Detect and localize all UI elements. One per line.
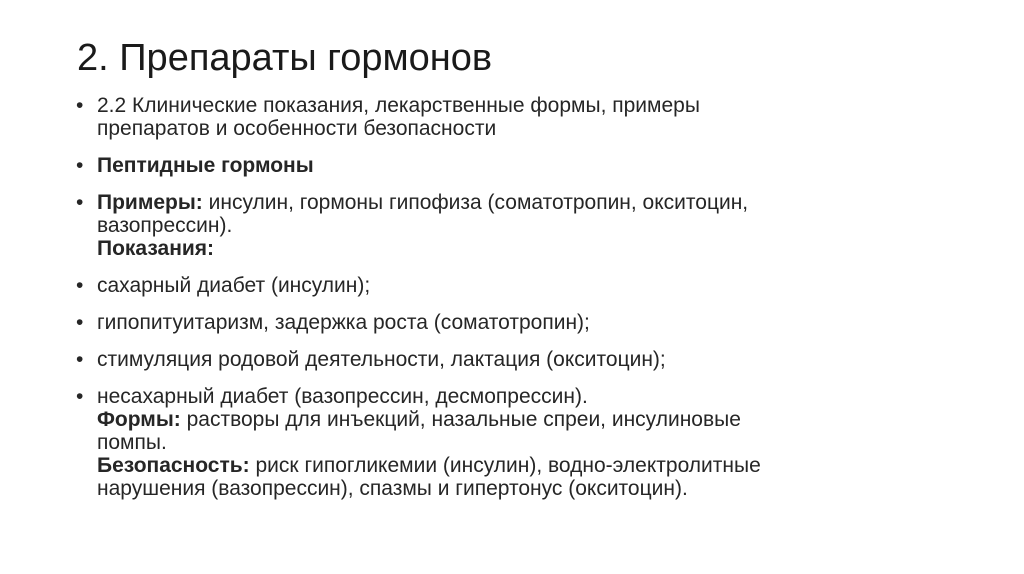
bullet-line [97, 191, 956, 214]
bullet-line [97, 274, 956, 297]
bullet-item [76, 94, 956, 140]
bullet-line [97, 454, 956, 477]
bullet-line [97, 237, 956, 260]
line-text: инсулин, гормоны гипофиза (соматотропин, окситоцин, [202, 191, 749, 214]
bullet-line [97, 311, 956, 334]
bullet-line [97, 431, 956, 454]
bold-label: Примеры: [97, 191, 203, 214]
bullet-item [76, 274, 956, 297]
line-text: помпы. [97, 431, 167, 454]
slide-title: 2. Препараты гормонов [77, 37, 493, 79]
line-text: препаратов и особенности безопасности [97, 117, 497, 140]
bullet-line [97, 348, 956, 371]
bullet-line [97, 477, 956, 500]
bullet-item [76, 348, 956, 371]
bullet-list [76, 94, 956, 514]
line-text: стимуляция родовой деятельности, лактация (окситоцин); [97, 348, 666, 371]
bullet-dot: • [76, 385, 84, 408]
bullet-line [97, 408, 956, 431]
bold-label: Безопасность: [97, 454, 250, 477]
line-text: сахарный диабет (инсулин); [97, 274, 371, 297]
bullet-line [97, 154, 956, 177]
bullet-line [97, 94, 956, 117]
bold-label: Показания: [97, 237, 215, 260]
bullet-line [97, 117, 956, 140]
line-text: риск гипогликемии (инсулин), водно-электролитные [249, 454, 761, 477]
line-text: гипопитуитаризм, задержка роста (соматотропин); [97, 311, 590, 334]
bullet-dot: • [76, 191, 84, 214]
bullet-dot: • [76, 274, 84, 297]
line-text: нарушения (вазопрессин), спазмы и гипертонус (окситоцин). [97, 477, 688, 500]
bullet-item [76, 191, 956, 260]
line-text: 2.2 Клинические показания, лекарственные формы, примеры [97, 94, 700, 117]
bullet-dot: • [76, 94, 84, 117]
line-text: растворы для инъекций, назальные спреи, инсулиновые [180, 408, 741, 431]
bullet-item [76, 154, 956, 177]
bullet-dot: • [76, 311, 84, 334]
bullet-line [97, 214, 956, 237]
line-text: вазопрессин). [97, 214, 233, 237]
line-text: несахарный диабет (вазопрессин, десмопрессин). [97, 385, 588, 408]
bold-label: Формы: [97, 408, 181, 431]
bold-label: Пептидные гормоны [97, 154, 314, 177]
bullet-item [76, 311, 956, 334]
bullet-line [97, 385, 956, 408]
bullet-dot: • [76, 154, 84, 177]
bullet-dot: • [76, 348, 84, 371]
bullet-item [76, 385, 956, 500]
